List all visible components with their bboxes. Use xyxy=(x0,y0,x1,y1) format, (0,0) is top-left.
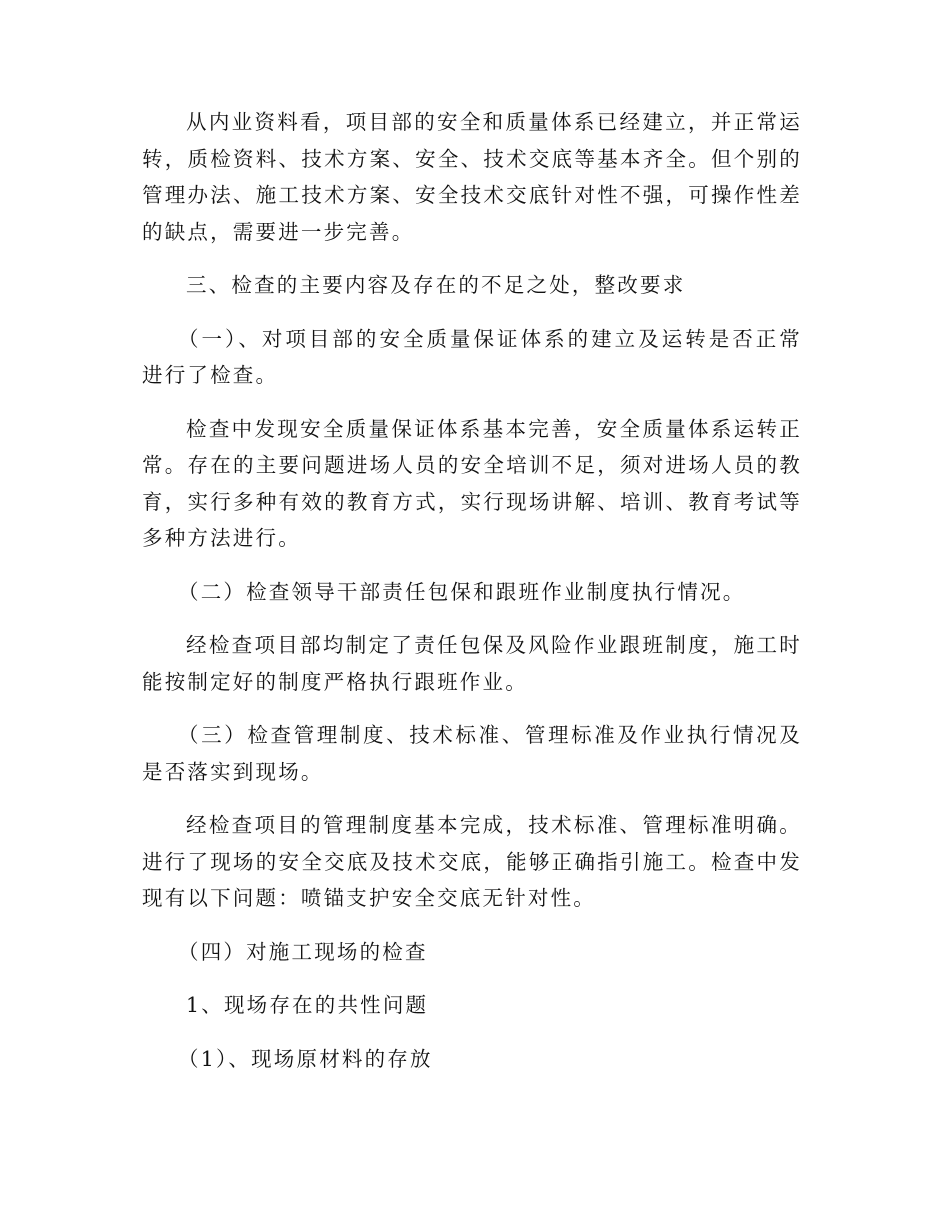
subheading-1: （一）、对项目部的安全质量保证体系的建立及运转是否正常进行了检查。 xyxy=(142,326,802,387)
paragraph-safety-system: 检查中发现安全质量保证体系基本完善，安全质量体系运转正常。存在的主要问题进场人员的安全培训不足，须对进场人员的教育，实行多种有效的教育方式，实行现场讲解、培训、教育考试等多种方法进行。 xyxy=(142,416,802,550)
paragraph-internal-records: 从内业资料看，项目部的安全和质量体系已经建立，并正常运转，质检资料、技术方案、安全、技术交底等基本齐全。但个别的管理办法、施工技术方案、安全技术交底针对性不强，可操作性差的缺点，需要进一步完善。 xyxy=(142,110,802,244)
paragraph-shift-system: 经检查项目部均制定了责任包保及风险作业跟班制度，施工时能按制定好的制度严格执行跟班作业。 xyxy=(142,633,802,694)
subheading-2: （二）检查领导干部责任包保和跟班作业制度执行情况。 xyxy=(178,579,746,604)
section-heading-inspection: 三、检查的主要内容及存在的不足之处，整改要求 xyxy=(186,273,686,297)
subheading-3: （三）检查管理制度、技术标准、管理标准及作业执行情况及是否落实到现场。 xyxy=(142,723,802,784)
document-body xyxy=(142,104,802,1077)
subheading-4: （四）对施工现场的检查 xyxy=(178,939,428,964)
list-item-material-storage: （1）、现场原材料的存放 xyxy=(178,1046,433,1071)
paragraph-management-standards: 经检查项目的管理制度基本完成，技术标准、管理标准明确。进行了现场的安全交底及技术交底，能够正确指引施工。检查中发现有以下问题：喷锚支护安全交底无针对性。 xyxy=(142,813,802,910)
list-heading-common-issues: 1、现场存在的共性问题 xyxy=(186,993,429,1017)
